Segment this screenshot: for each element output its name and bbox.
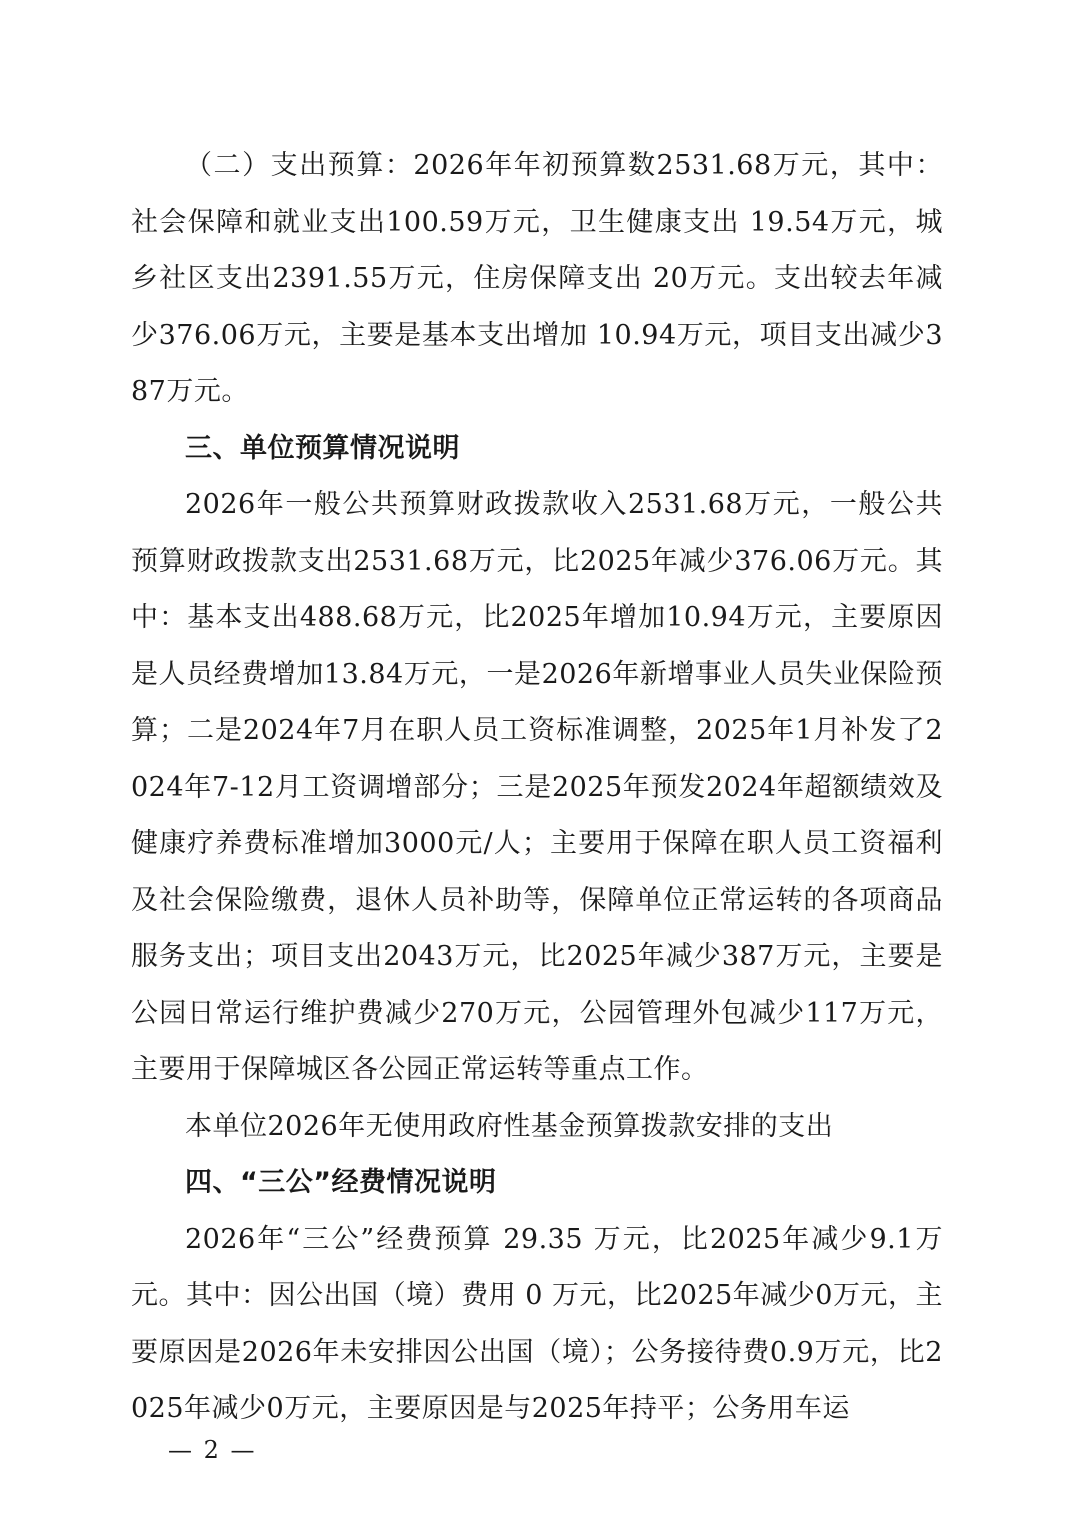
section-heading-unit-budget: 三、单位预算情况说明 (185, 432, 460, 464)
expenditure-budget-paragraph: （二）支出预算：2026年年初预算数2531.68万元，其中：社会保障和就业支出100.59万元，卫生健康支出 19.54万元，城乡社区支出2391.55万元，住房保障支出 20万元。支出较去年减少376.06万元，主要是基本支出增加 10.94万元，项目支出减少387万元。 (131, 150, 943, 407)
three-public-paragraph: 2026年“三公”经费预算 29.35 万元，比2025年减少9.1万元。其中：因公出国（境）费用 0 万元，比2025年减少0万元，主要原因是2026年未安排因公出国（境）；公务接待费0.9万元，比2025年减少0万元，主要原因是与2025年持平；公务用车运 (131, 1223, 943, 1424)
section-heading-three-public: 四、“三公”经费情况说明 (185, 1167, 497, 1198)
page-number: — 2 — (168, 1436, 257, 1464)
unit-budget-paragraph: 2026年一般公共预算财政拨款收入2531.68万元，一般公共预算财政拨款支出2531.68万元，比2025年减少376.06万元。其中：基本支出488.68万元，比2025年增加10.94万元，主要原因是人员经费增加13.84万元，一是2026年新增事业人员失业保险预算；二是2024年7月在职人员工资标准调整，2025年1月补发了2024年7-12月工资调增部分；三是2025年预发2024年超额绩效及健康疗养费标准增加3000元/人；主要用于保障在职人员工资福利及社会保险缴费，退休人员补助等，保障单位正常运转的各项商品服务支出；项目支出2043万元，比2025年减少387万元，主要是公园日常运行维护费减少270万元，公园管理外包减少117万元，主要用于保障城区各公园正常运转等重点工作。 (131, 489, 943, 1085)
government-fund-paragraph: 本单位2026年无使用政府性基金预算拨款安排的支出 (185, 1110, 834, 1142)
document-body (131, 138, 943, 1438)
